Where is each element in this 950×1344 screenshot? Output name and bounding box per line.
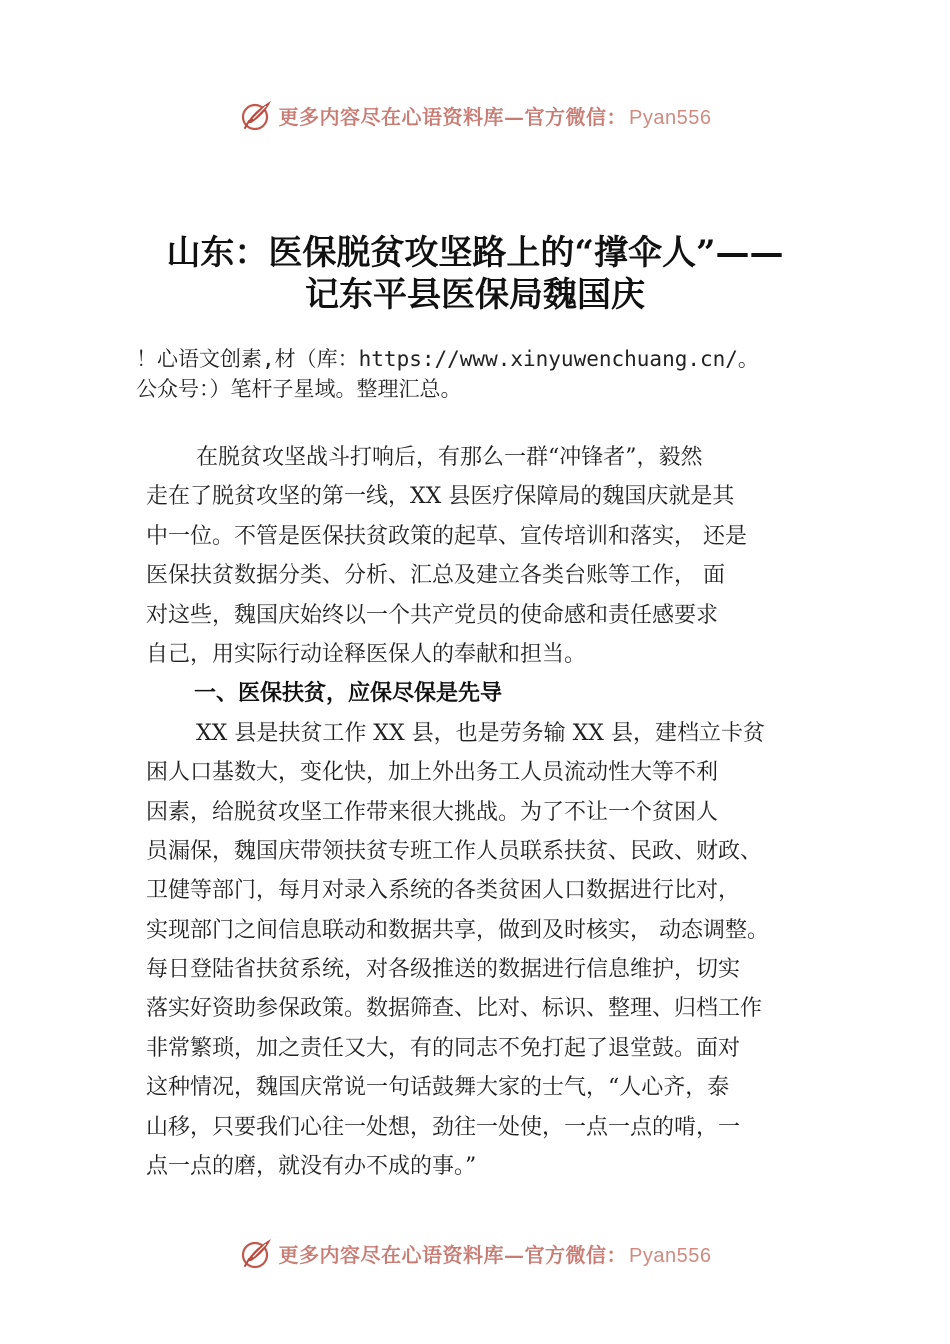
header-watermark [0,95,950,135]
source-line-1: ！心语文创素,材（库：https://www.xinyuwenchuang.cn/。 [136,347,759,371]
section-heading-1: 一、医保扶贫，应保尽保是先导 [194,681,503,707]
watermark-main-text: 更多内容尽在心语资料库—官方微信： [278,104,628,129]
paragraph-2-line: 山移，只要我们心往一处想，劲往一处使，一点一点的啃，一 [146,1114,741,1140]
paragraph-1-line: 走在了脱贫攻坚的第一线，XX 县医疗保障局的魏国庆就是其 [146,484,735,510]
paragraph-2-line: 这种情况，魏国庆常说一句话鼓舞大家的士气，“人心齐，泰 [146,1075,730,1101]
title-line-1: 山东：医保脱贫攻坚路上的“撑伞人”—— [166,233,784,273]
paragraph-1-line: 中一位。不管是医保扶贫政策的起草、宣传培训和落实， 还是 [146,523,747,549]
source-note [136,344,856,404]
quill-pen-icon [239,1235,275,1271]
title-line-2: 记东平县医保局魏国庆 [305,275,645,315]
paragraph-2-line: 卫健等部门，每月对录入系统的各类贫困人口数据进行比对， [146,878,741,904]
quill-pen-icon [239,97,275,133]
paragraph-2-line: 点一点的磨，就没有办不成的事。” [146,1154,477,1180]
paragraph-2-line: XX 县是扶贫工作 XX 县，也是劳务输 XX 县，建档立卡贫 [196,720,765,746]
paragraph-2-line: 因素，给脱贫攻坚工作带来很大挑战。为了不让一个贫困人 [146,799,719,825]
paragraph-2-line: 非常繁琐，加之责任又大，有的同志不免打起了退堂鼓。面对 [146,1035,741,1061]
paragraph-2-line: 落实好资助参保政策。数据筛查、比对、标识、整理、归档工作 [146,996,763,1022]
watermark-text [279,1239,712,1268]
paragraph-1-line: 在脱贫攻坚战斗打响后，有那么一群“冲锋者”，毅然 [196,445,703,470]
document-title [100,232,850,316]
watermark-handle: Pyan556 [629,106,712,129]
paragraph-1-line: 对这些，魏国庆始终以一个共产党员的使命感和责任感要求 [146,602,719,628]
footer-watermark [0,1233,950,1273]
watermark-text [279,101,712,130]
paragraph-2-line: 实现部门之间信息联动和数据共享，做到及时核实， 动态调整。 [146,917,769,943]
paragraph-2-line: 每日登陆省扶贫系统，对各级推送的数据进行信息维护，切实 [146,957,741,983]
article-body [146,438,846,1186]
source-line-2: 公众号：）笔杆子星域。整理汇总。 [136,377,462,401]
paragraph-2-line: 员漏保，魏国庆带领扶贫专班工作人员联系扶贫、民政、财政、 [146,838,763,864]
paragraph-1-line: 自己，用实际行动诠释医保人的奉献和担当。 [146,641,587,667]
watermark-handle: Pyan556 [629,1244,712,1267]
watermark-main-text: 更多内容尽在心语资料库—官方微信： [278,1242,628,1267]
paragraph-2-line: 困人口基数大，变化快，加上外出务工人员流动性大等不利 [146,760,719,786]
paragraph-1-line: 医保扶贫数据分类、分析、汇总及建立各类台账等工作， 面 [146,563,725,589]
